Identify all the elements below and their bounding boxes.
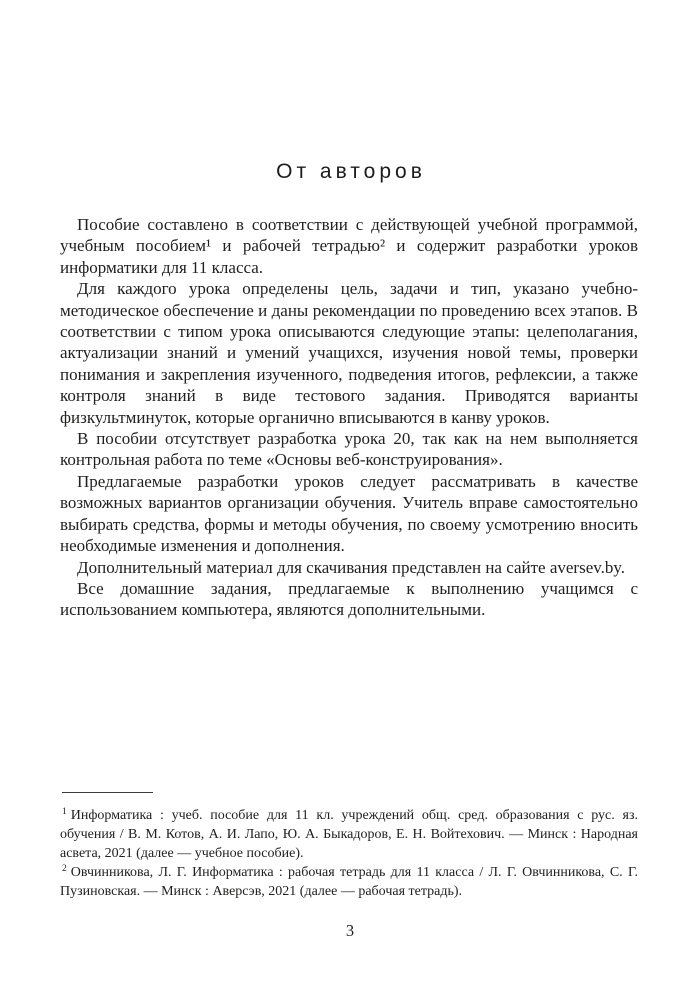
page-title: От авторов [276,160,426,183]
footnote-2-text: Овчинникова, Л. Г. Информатика : рабочая тетрадь для 11 класса / Л. Г. Овчинникова, С. Г. Пузиновская. — Минск : Аверсэв, 2021 (далее — рабочая тетрадь). [60,865,638,899]
footnote-separator [62,792,153,793]
page-content [60,161,638,621]
page-number: 3 [345,921,355,940]
paragraph-6: Все домашние задания, предлагаемые к выполнению учащимся с использованием компьютера, являются дополнительными. [60,578,638,620]
paragraph-3: В пособии отсутствует разработка урока 20, так как на нем выполняется контрольная работа по теме «Основы веб-конструирования». [60,429,638,470]
footnote-1-marker: 1 [62,807,67,817]
footnote-1-text: Информатика : учеб. пособие для 11 кл. учреждений общ. сред. образования с рус. яз. обучения / В. М. Котов, А. И. Лапо, Ю. А. Быкадоров, Е. Н. Войтехович. — Минск : Народная асвета, 2021 (далее — учебное пособие). [60,808,638,861]
footnote-2 [60,863,638,901]
paragraph-4: Предлагаемые разработки уроков следует рассматривать в качестве возможных вариантов организации обучения. Учитель вправе самостоятельно выбирать средства, формы и методы обучения, по своему усмотрению вносить необходимые изменения и дополнения. [60,471,638,556]
paragraph-1: Пособие составлено в соответствии с действующей учебной программой, учебным пособием¹ и рабочей тетрадью² и содержит разработки уроков информатики для 11 класса. [60,215,638,277]
paragraph-2: Для каждого урока определены цель, задачи и тип, указано учебно-методическое обеспечение и даны рекомендации по проведению всех этапов. В соответствии с типом урока описываются следующие этапы: целеполагания, актуализации знаний и умений учащихся, изучения новой темы, проверки понимания и закрепления изученного, подведения итогов, рефлексии, а также контроля знаний в виде тестового задания. Приводятся варианты физкультминуток, которые органично вписываются в канву уроков. [60,279,638,427]
footnotes-section [60,792,638,901]
footnote-1 [60,806,638,863]
footnote-2-marker: 2 [62,864,67,874]
paragraph-5: Дополнительный материал для скачивания представлен на сайте aversev.by. [77,557,626,577]
body-text [60,214,638,621]
